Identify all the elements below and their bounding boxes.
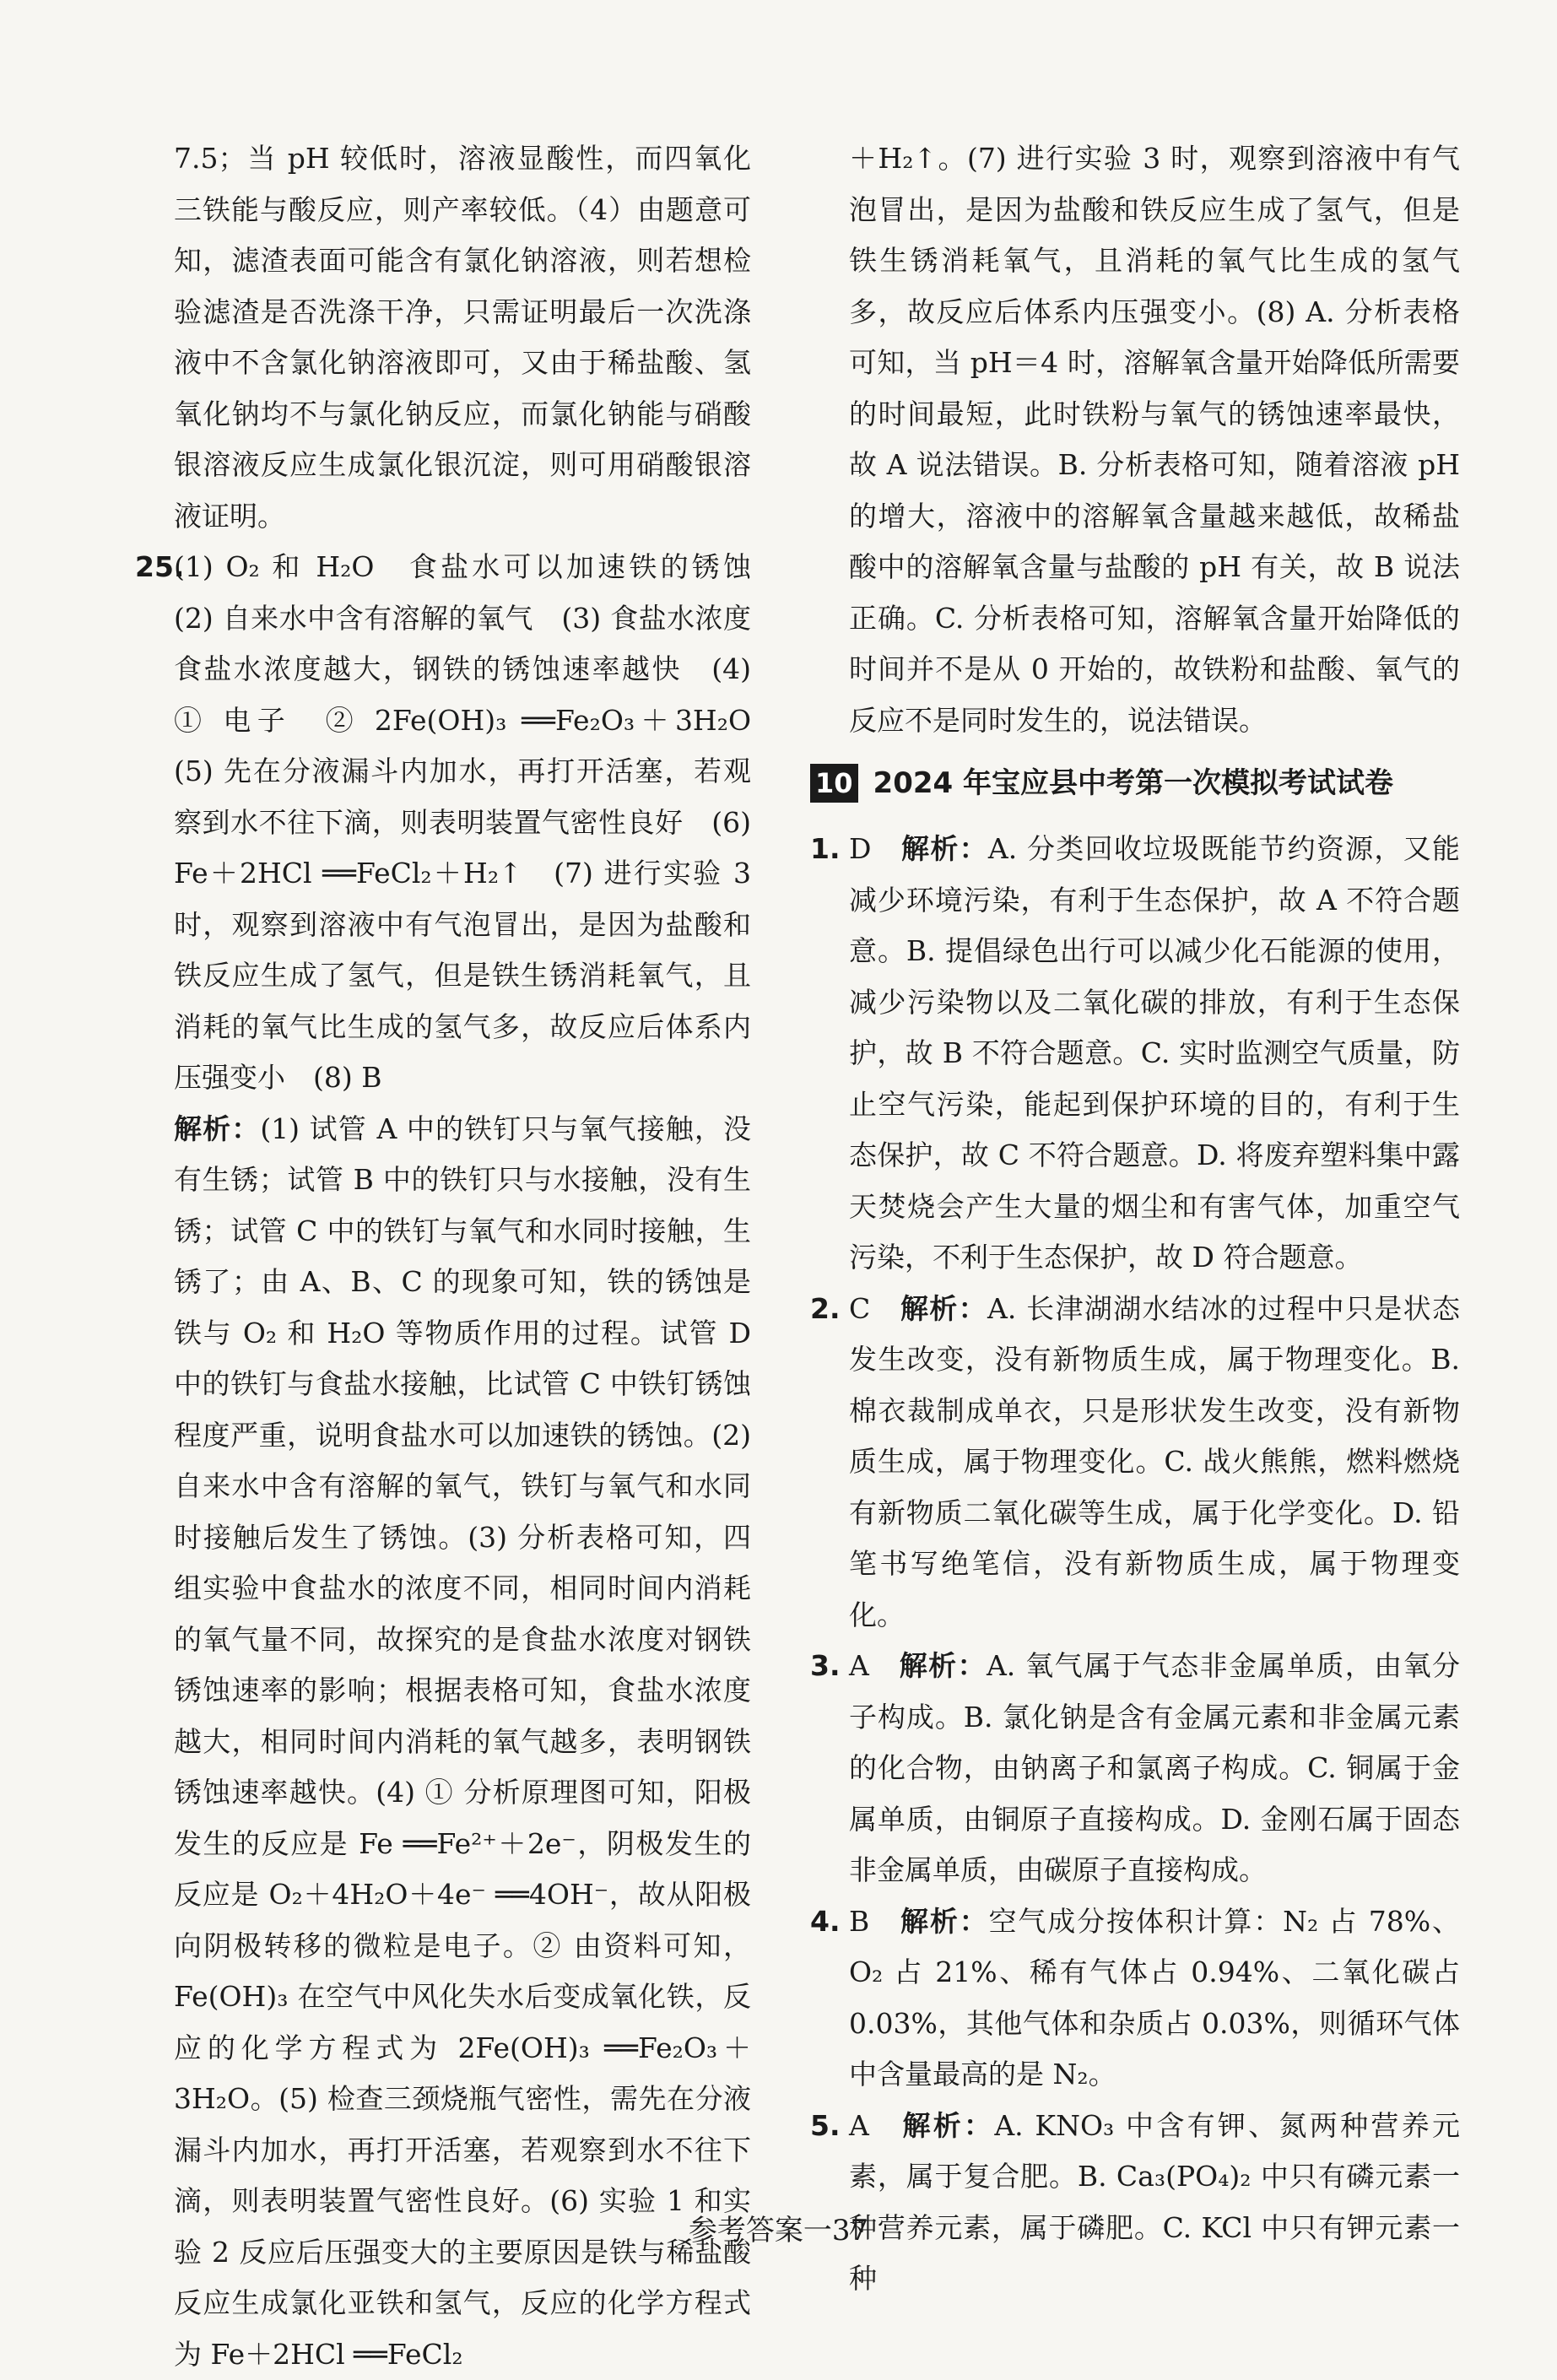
explanation-label: 解析： — [899, 1649, 987, 1682]
explanation-label: 解析： — [900, 1904, 989, 1938]
answer-item — [810, 2101, 1460, 2305]
item-explanation: A. 分类回收垃圾既能节约资源，又能减少环境污染，有利于生态保护，故 A 不符合题意。B. 提倡绿色出行可以减少化石能源的使用，减少污染物以及二氧化碳的排放，有利于生态保护，故 B 不符合题意。C. 实时监测空气质量，防止空气污染，能起到保护环境的目的，有利于生态保护，故 C 不符合题意。D. 将废弃塑料集中露天焚烧会产生大量的烟尘和有害气体，加重空气污染，不利于生态保护，故 D 符合题意。 — [849, 832, 1461, 1274]
item-answer: A — [849, 2108, 869, 2142]
answer-item — [810, 1896, 1460, 2101]
item-answer: D — [849, 832, 872, 865]
q24-explanation-continued: 7.5；当 pH 较低时，溶液显酸性，而四氧化三铁能与酸反应，则产率较低。（4）由题意可知，滤渣表面可能含有氯化钠溶液，则若想检验滤渣是否洗涤干净，只需证明最后一次洗涤液中不含氯化钠溶液即可，又由于稀盐酸、氢氧化钠均不与氯化钠反应，而氯化钠能与硝酸银溶液反应生成氯化银沉淀，则可用硝酸银溶液证明。 — [174, 142, 751, 533]
q25-answer: (1) O₂ 和 H₂O 食盐水可以加速铁的锈蚀 (2) 自来水中含有溶解的氧气 (3) 食盐水浓度 食盐水浓度越大，钢铁的锈蚀速率越快 (4) ① 电子 ② 2Fe(OH)₃ ══Fe₂O₃＋3H₂O (5) 先在分液漏斗内加水，再打开活塞，若观察到水不往下滴，则表明装置气密性良好 (6) Fe＋2HCl ══FeCl₂＋H₂↑ (7) 进行实验 3 时，观察到溶液中有气泡冒出，是因为盐酸和铁反应生成了氢气，但是铁生锈消耗氧气，且消耗的氧气比生成的氢气多，故反应后体系内压强变小 (8) B — [174, 550, 779, 1094]
explanation-label: 解析： — [902, 2108, 995, 2142]
item-answer: C — [849, 1291, 871, 1325]
item-number: 1. — [810, 832, 841, 865]
section-title: 2024 年宝应县中考第一次模拟考试试卷 — [873, 766, 1393, 800]
item-explanation: A. 氧气属于气态非金属单质，由氧分子构成。B. 氯化钠是含有金属元素和非金属元素的化合物，由钠离子和氯离子构成。C. 铜属于金属单质，由铜原子直接构成。D. 金刚石属于固态非金属单质，由碳原子直接构成。 — [849, 1649, 1461, 1886]
q25-explanation-continued: ＋H₂↑。(7) 进行实验 3 时，观察到溶液中有气泡冒出，是因为盐酸和铁反应生成了氢气，但是铁生锈消耗氧气，且消耗的氧气比生成的氢气多，故反应后体系内压强变小。(8) A. 分析表格可知，当 pH＝4 时，溶解氧含量开始降低所需要的时间最短，此时铁粉与氧气的锈蚀速率最快，故 A 说法错误。B. 分析表格可知，随着溶液 pH 的增大，溶液中的溶解氧含量越来越低，故稀盐酸中的溶解氧含量与盐酸的 pH 有关，故 B 说法正确。C. 分析表格可知，溶解氧含量开始降低的时间并不是从 0 开始的，故铁粉和盐酸、氧气的反应不是同时发生的，说法错误。 — [849, 142, 1460, 737]
item-explanation: 空气成分按体积计算：N₂ 占 78%、O₂ 占 21%、稀有气体占 0.94%、二氧化碳占 0.03%，其他气体和杂质占 0.03%，则循环气体中含量最高的是 N₂。 — [849, 1904, 1461, 2091]
section-heading — [810, 758, 1460, 809]
answer-item — [810, 1641, 1460, 1896]
item-explanation: A. KNO₃ 中含有钾、氮两种营养元素，属于复合肥。B. Ca₃(PO₄)₂ 中只有磷元素一种营养元素，属于磷肥。C. KCl 中只有钾元素一种 — [849, 2108, 1460, 2295]
column-divider — [778, 127, 779, 2169]
page-footer: 参考答案一37 — [688, 2214, 869, 2247]
item-number: 3. — [810, 1649, 841, 1682]
explanation-label: 解析： — [901, 832, 988, 865]
section-number-badge: 10 — [810, 764, 858, 803]
explanation-label: 解析： — [174, 1112, 261, 1145]
explanation-label: 解析： — [900, 1291, 987, 1325]
answer-item — [810, 1284, 1460, 1642]
item-number: 5. — [810, 2108, 841, 2142]
question-number: 25. — [135, 550, 185, 583]
q25-explanation: (1) 试管 A 中的铁钉只与氧气接触，没有生锈；试管 B 中的铁钉只与水接触，没有生锈；试管 C 中的铁钉与氧气和水同时接触，生锈了；由 A、B、C 的现象可知，铁的锈蚀是铁与 O₂ 和 H₂O 等物质作用的过程。试管 D 中的铁钉与食盐水接触，比试管 C 中铁钉锈蚀程度严重，说明食盐水可以加速铁的锈蚀。(2) 自来水中含有溶解的氧气，铁钉与氧气和水同时接触后发生了锈蚀。(3) 分析表格可知，四组实验中食盐水的浓度不同，相同时间内消耗的氧气量不同，故探究的是食盐水浓度对钢铁锈蚀速率的影响；根据表格可知，食盐水浓度越大，相同时间内消耗的氧气越多，表明钢铁锈蚀速率越快。(4) ① 分析原理图可知，阳极发生的反应是 Fe ══Fe²⁺＋2e⁻，阴极发生的反应是 O₂＋4H₂O＋4e⁻ ══4OH⁻，故从阳极向阴极转移的微粒是电子。② 由资料可知，Fe(OH)₃ 在空气中风化失水后变成氧化铁，反应的化学方程式为 2Fe(OH)₃ ══Fe₂O₃＋3H₂O。(5) 检查三颈烧瓶气密性，需先在分液漏斗内加水，再打开活塞，若观察到水不往下滴，则表明装置气密性良好。(6) 实验 1 和实验 2 反应后压强变大的主要原因是铁与稀盐酸反应生成氯化亚铁和氢气，反应的化学方程式为 Fe＋2HCl ══FeCl₂ — [174, 1112, 752, 2371]
item-answer: A — [849, 1649, 869, 1682]
right-column — [810, 133, 1460, 2305]
item-explanation: A. 长津湖湖水结冰的过程中只是状态发生改变，没有新物质生成，属于物理变化。B. 棉衣裁制成单衣，只是形状发生改变，没有新物质生成，属于物理变化。C. 战火熊熊，燃料燃烧有新物质二氧化碳等生成，属于化学变化。D. 铅笔书写绝笔信，没有新物质生成，属于物理变化。 — [849, 1291, 1461, 1631]
answer-item — [810, 824, 1460, 1284]
item-number: 2. — [810, 1291, 841, 1325]
item-number: 4. — [810, 1904, 841, 1938]
item-answer: B — [849, 1904, 870, 1938]
